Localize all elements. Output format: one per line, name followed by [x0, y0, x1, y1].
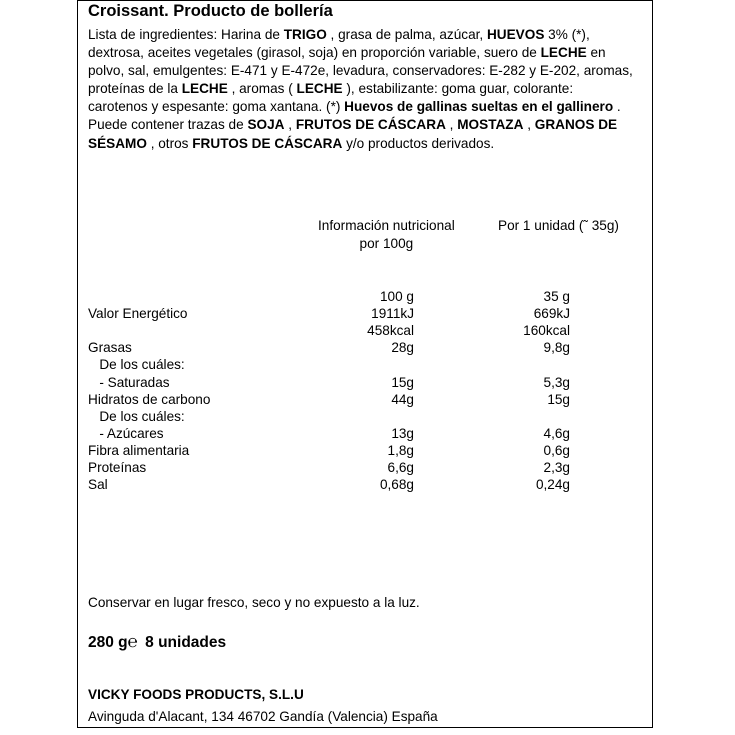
nutrient-label: - Azúcares	[88, 425, 164, 441]
value-per-100g: 100 g	[379, 289, 414, 304]
nutrition-header-line2: por 100g	[359, 236, 414, 251]
value-per-unit: 160kcal	[523, 323, 570, 339]
allergen-highlight: HUEVOS	[486, 27, 545, 42]
weight-value: 280 g	[88, 634, 128, 651]
nutrient-label: De los cuáles:	[88, 357, 185, 373]
nutrient-label: Grasas	[88, 340, 132, 356]
value-per-100g: 13g	[391, 425, 414, 441]
value-per-unit: 2,3g	[543, 460, 570, 475]
value-per-unit: 0,6g	[543, 442, 570, 458]
value-per-unit: 0,24g	[535, 477, 570, 493]
ingredient-text: ,	[284, 117, 296, 133]
ingredient-text: ,	[445, 117, 458, 133]
nutrition-header-per-100g	[318, 217, 455, 253]
allergen-highlight: GRANOS DE SÉSAMO	[88, 117, 618, 151]
nutrition-row	[0, 442, 735, 459]
nutrition-row	[0, 374, 735, 391]
nutrition-row	[0, 339, 735, 356]
allergen-highlight: LECHE	[181, 81, 228, 97]
nutrient-label: Fibra alimentaria	[88, 442, 190, 458]
allergen-highlight: FRUTOS DE CÁSCARA	[192, 135, 343, 151]
ingredient-text: ,	[523, 117, 535, 133]
allergen-highlight: FRUTOS DE CÁSCARA	[295, 117, 446, 133]
value-per-100g: 1,8g	[387, 442, 414, 458]
nutrition-header-line1: Información nutricional	[318, 218, 455, 233]
value-per-100g: 6,6g	[387, 460, 414, 475]
value-per-unit: 4,6g	[543, 425, 570, 441]
value-per-100g: 1911kJ	[371, 306, 414, 322]
nutrient-label: - Saturadas	[88, 374, 170, 390]
nutrition-row	[0, 288, 735, 305]
allergen-highlight: MOSTAZA	[457, 117, 524, 133]
ingredient-text: , aromas (	[227, 81, 297, 97]
ingredient-text: en polvo, sal, emulgentes: E-471 y E-472e, levadura, conservadores: E-282 y E-202, aromas, proteínas de la	[88, 45, 633, 97]
nutrient-label: De los cuáles:	[88, 408, 185, 424]
ingredients-list	[88, 26, 636, 153]
unit-count: 8 unidades	[145, 634, 227, 651]
value-per-100g: 0,68g	[379, 477, 414, 493]
nutrient-label: Hidratos de carbono	[88, 391, 211, 407]
value-per-100g: 15g	[391, 374, 414, 390]
estimated-sign-icon: ℮	[127, 632, 138, 651]
company-name: VICKY FOODS PRODUCTS, S.L.U	[88, 687, 304, 702]
product-title: Croissant. Producto de bollería	[88, 2, 333, 20]
ingredient-text: y/o productos derivados.	[342, 135, 495, 151]
ingredient-text: , otros	[146, 135, 193, 151]
net-weight	[88, 632, 226, 652]
nutrition-row	[0, 425, 735, 442]
storage-instructions: Conservar en lugar fresco, seco y no expuesto a la luz.	[88, 595, 420, 610]
nutrition-row	[0, 356, 735, 373]
allergen-highlight: SOJA	[247, 117, 285, 133]
nutrient-label: Proteínas	[88, 460, 147, 475]
value-per-100g: 458kcal	[367, 323, 414, 339]
company-address: Avinguda d'Alacant, 134 46702 Gandía (Valencia) España	[88, 709, 438, 724]
ingredient-text: 3% (*), dextrosa, aceites vegetales (girasol, soja) en proporción variable, suero de	[88, 27, 590, 61]
allergen-highlight: LECHE	[540, 45, 587, 61]
value-per-100g: 44g	[391, 391, 414, 407]
allergen-highlight: LECHE	[296, 81, 343, 97]
nutrition-row	[0, 408, 735, 425]
nutrition-row	[0, 391, 735, 408]
value-per-unit: 15g	[547, 391, 570, 407]
ingredient-text: . Puede contener trazas de	[88, 99, 621, 133]
value-per-unit: 669kJ	[533, 306, 570, 322]
nutrient-label: Valor Energético	[88, 306, 188, 322]
ingredient-text: Lista de ingredientes: Harina de	[88, 27, 284, 42]
ingredient-text: ), estabilizante: goma guar, colorante: carotenos y espesante: goma xantana. (*)	[88, 81, 574, 115]
nutrition-row	[0, 476, 735, 493]
nutrition-row	[0, 459, 735, 476]
value-per-100g: 28g	[391, 340, 414, 356]
nutrient-label: Sal	[88, 477, 108, 493]
allergen-highlight: TRIGO	[283, 27, 327, 42]
nutrition-header-per-unit: Por 1 unidad (˜ 35g)	[498, 218, 619, 233]
allergen-highlight: Huevos de gallinas sueltas en el gallinero	[344, 99, 614, 115]
ingredient-text: , grasa de palma, azúcar,	[326, 27, 487, 42]
value-per-unit: 35 g	[543, 289, 570, 304]
value-per-unit: 9,8g	[543, 340, 570, 356]
nutrition-row	[0, 305, 735, 322]
value-per-unit: 5,3g	[543, 374, 570, 390]
nutrition-row	[0, 322, 735, 339]
